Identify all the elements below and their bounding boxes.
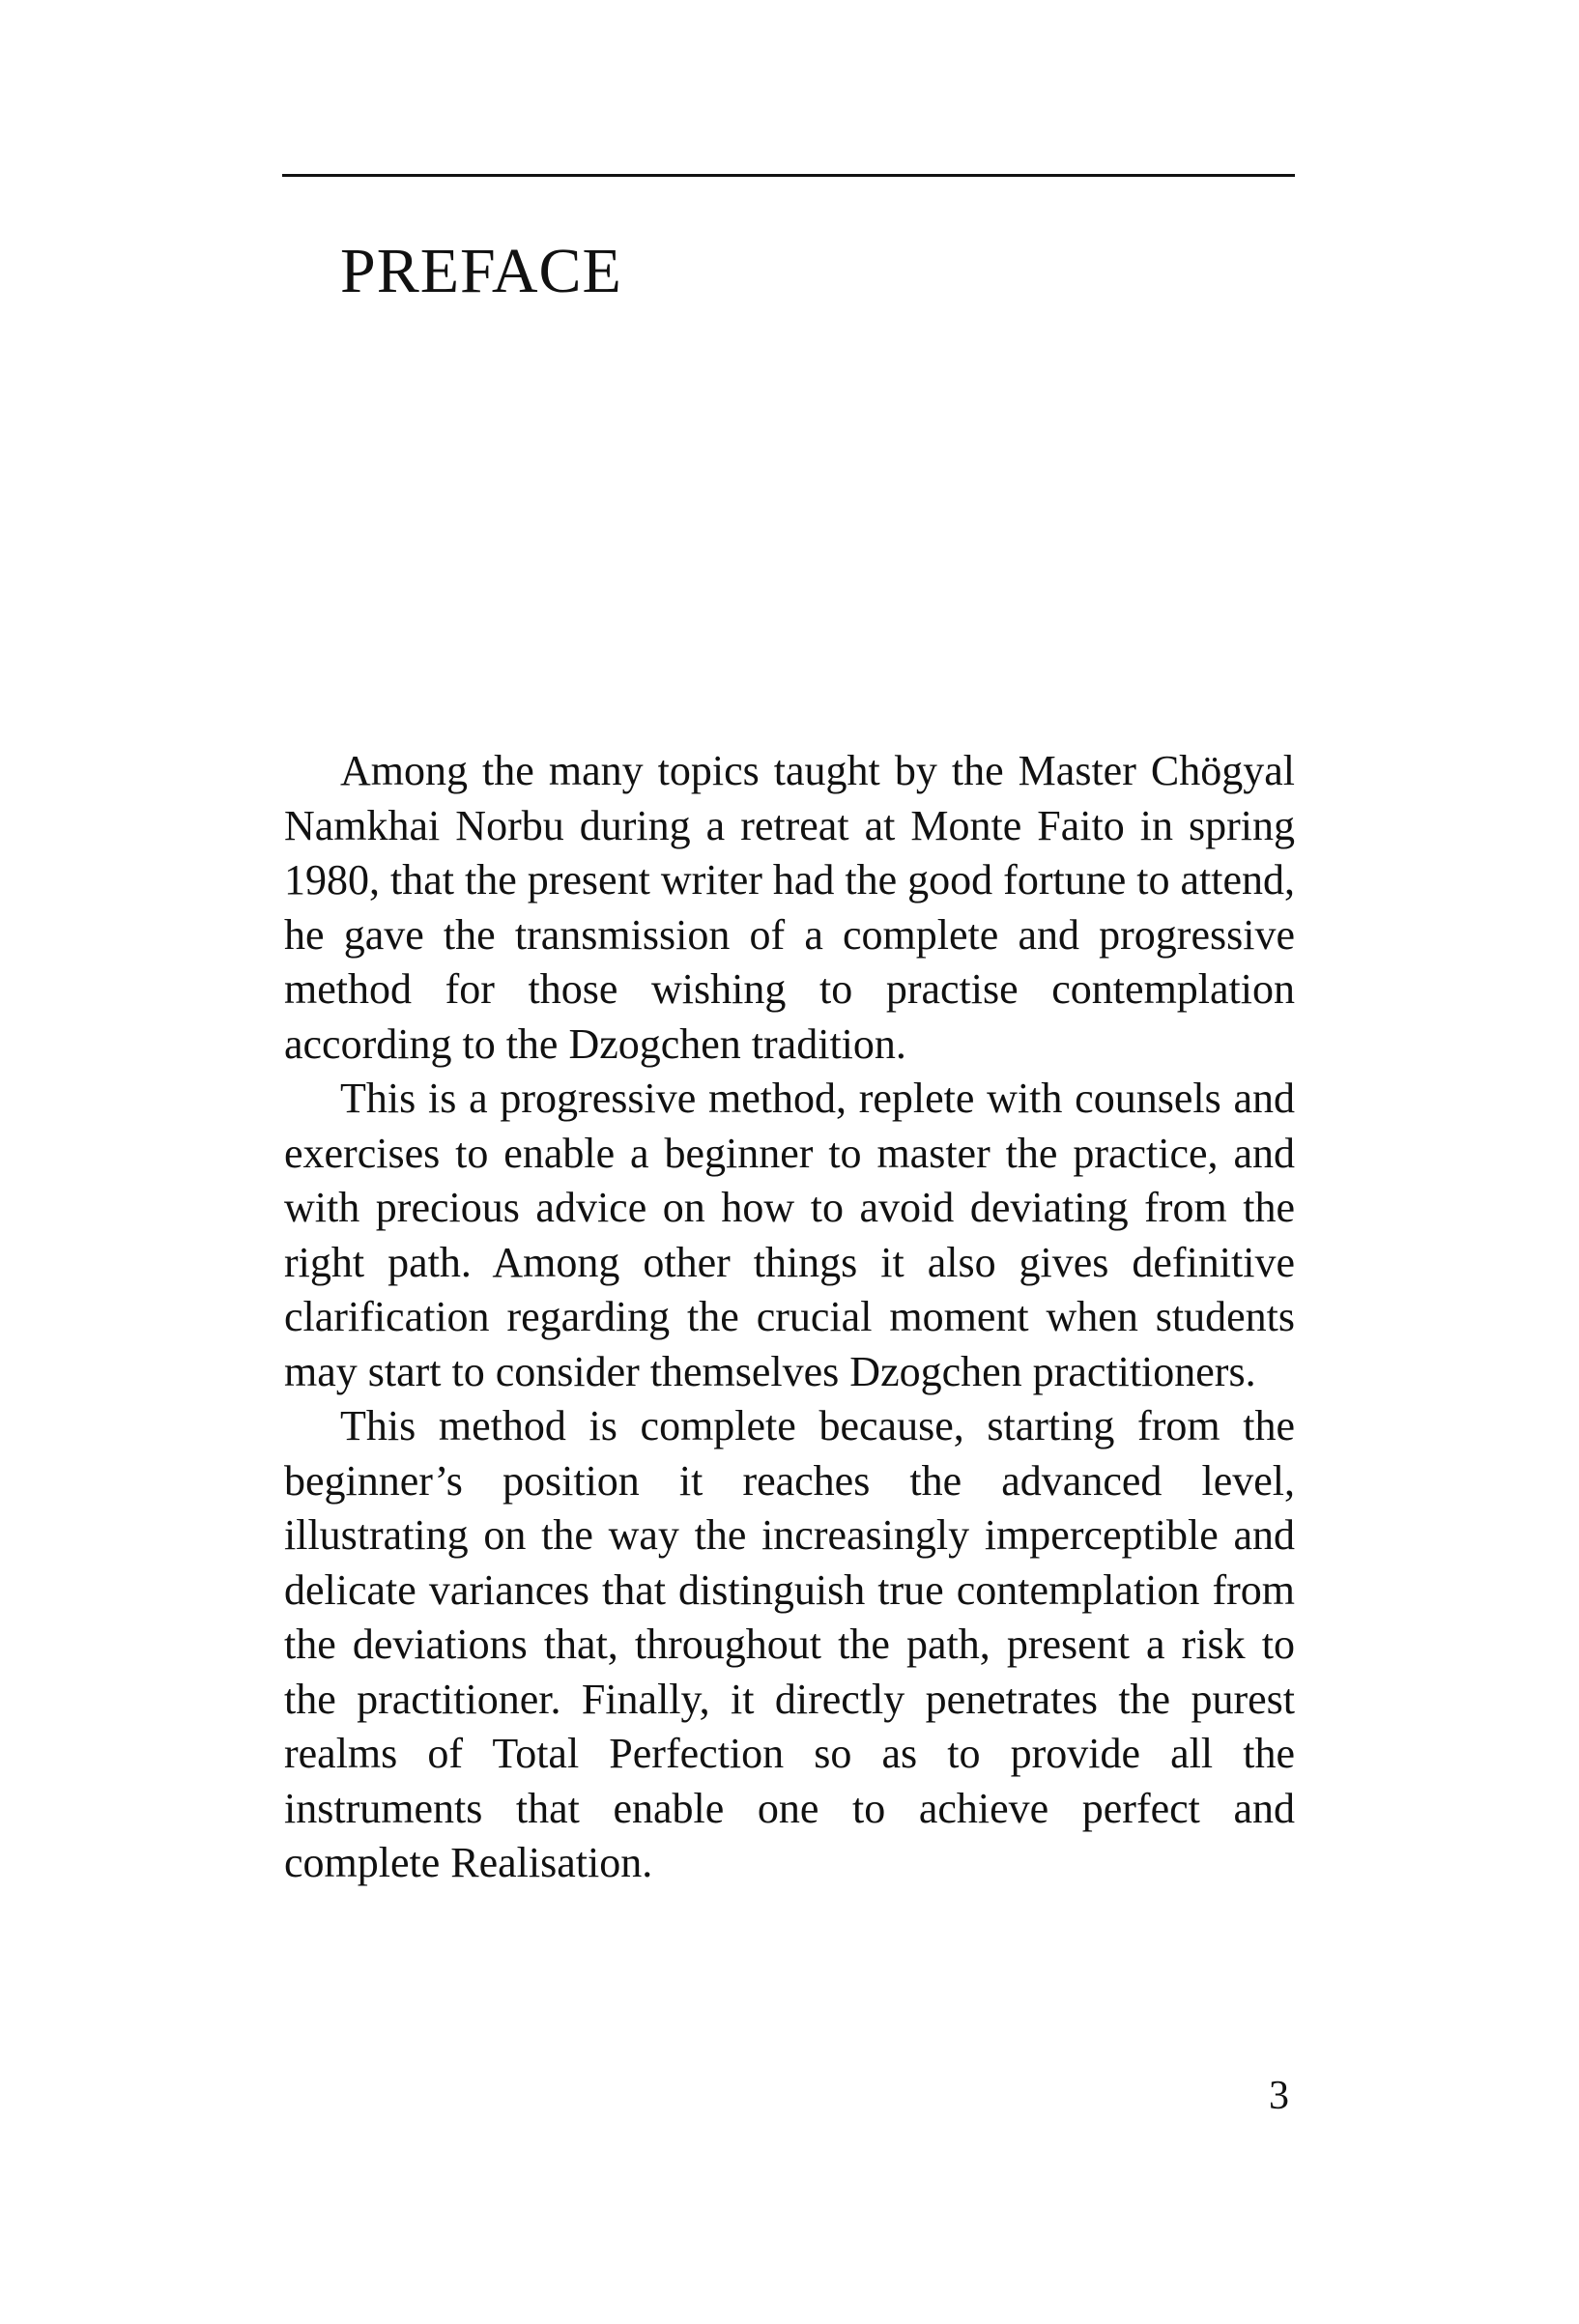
page-number: 3 <box>1269 2074 1289 2118</box>
paragraph-2: This is a progressive method, replete with counsels and exercises to enable a beginner to master the practice, and with precious advice on how to avoid deviating from the right path. Among other things it also gives definitive clarification regarding the crucial moment when students may start to consider themselves Dzogchen practitioners. <box>284 1075 1295 1395</box>
paragraph-3: This method is complete because, starting from the beginner’s position it reaches the advanced level, illustrating on the way the increasingly imperceptible and delicate variances that distinguish true contemplation from the deviations that, throughout the path, present a risk to the practitioner. Finally, it directly penetrates the purest realms of Total Perfection so as to provide all the instruments that enable one to achieve perfect and complete Realisation. <box>284 1402 1295 1886</box>
chapter-title: PREFACE <box>340 236 622 306</box>
body-text <box>284 744 1295 1891</box>
top-rule <box>282 174 1295 177</box>
paragraph-1: Among the many topics taught by the Master Chögyal Namkhai Norbu during a retreat at Monte Faito in spring 1980, that the present writer had the good fortune to attend, he gave the transmission of a complete and progressive method for those wishing to practise contemplation according to the Dzogchen tradition. <box>284 747 1295 1068</box>
